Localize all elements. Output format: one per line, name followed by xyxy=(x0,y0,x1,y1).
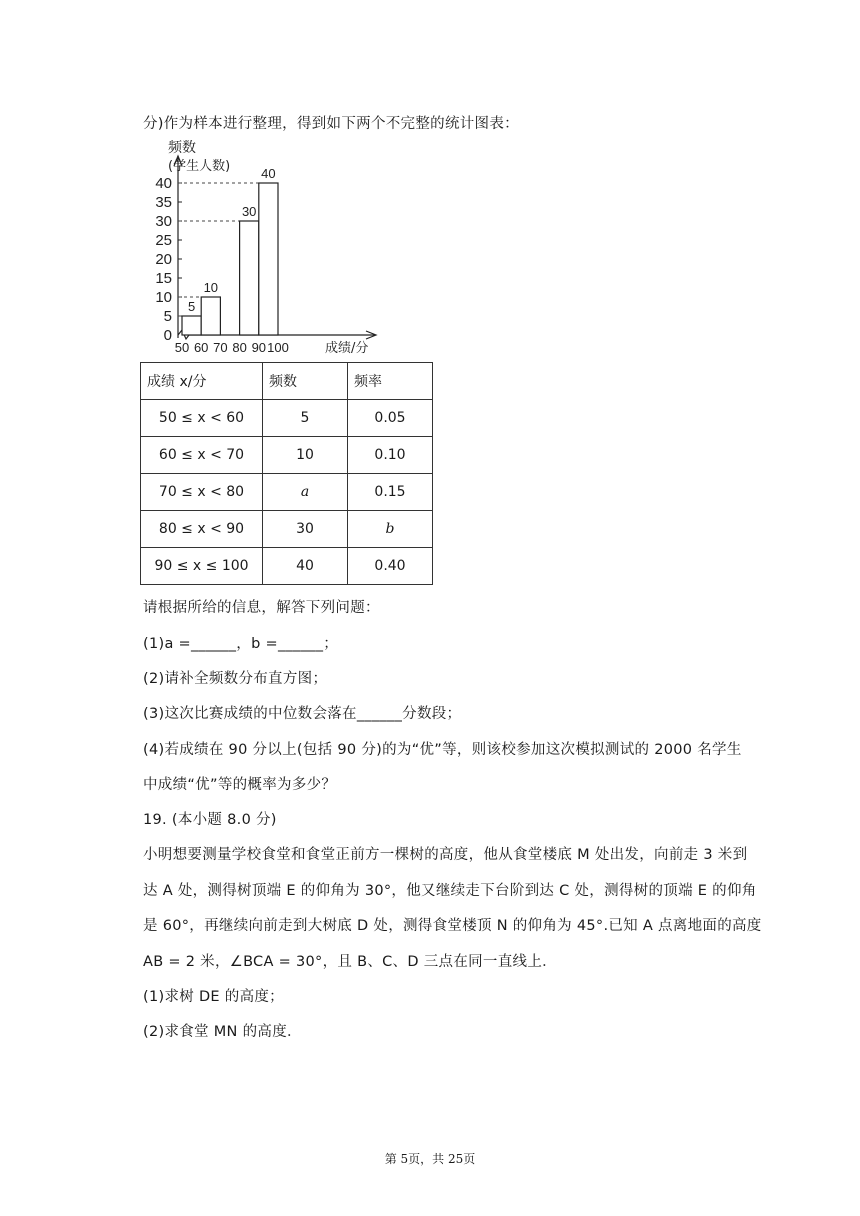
y-tick-label: 20 xyxy=(155,251,172,268)
y-tick-label: 35 xyxy=(155,194,172,211)
bar xyxy=(182,316,201,335)
problem-19-question-1: (1)求树 DE 的高度； xyxy=(143,989,284,1005)
table-cell: a xyxy=(263,474,348,511)
table-header-cell: 频率 xyxy=(348,363,433,400)
table-cell: 0.40 xyxy=(348,548,433,585)
x-tick-label: 100 xyxy=(267,340,289,355)
frequency-table xyxy=(140,362,433,585)
table-cell: 0.05 xyxy=(348,400,433,437)
table-cell: 90 ≤ x ≤ 100 xyxy=(141,548,263,585)
table-cell: 70 ≤ x < 80 xyxy=(141,474,263,511)
bar xyxy=(240,221,259,335)
bar-value-label: 40 xyxy=(261,166,276,181)
table-header-row xyxy=(141,363,433,400)
table-row xyxy=(141,548,433,585)
table-cell: 0.15 xyxy=(348,474,433,511)
bar-value-label: 30 xyxy=(241,204,257,219)
problem-19-question-2: (2)求食堂 MN 的高度． xyxy=(143,1024,302,1040)
question-2: (2)请补全频数分布直方图； xyxy=(143,671,328,687)
y-tick-label: 15 xyxy=(155,270,172,287)
x-tick-label: 50 xyxy=(174,340,190,355)
problem-19-text-3: 是 60°，再继续向前走到大树底 D 处，测得食堂楼顶 N 的仰角为 45°.已知 A 点离地面的高度 xyxy=(143,918,762,934)
y-axis-title: 频数 xyxy=(168,140,196,156)
x-tick-label: 60 xyxy=(193,340,209,355)
table-row xyxy=(141,437,433,474)
bar-value-label: 5 xyxy=(187,299,196,314)
table-cell: 0.10 xyxy=(348,437,433,474)
table-row xyxy=(141,511,433,548)
table-cell: 30 xyxy=(263,511,348,548)
frequency-histogram xyxy=(140,140,390,360)
bar xyxy=(201,297,220,335)
table-cell: 5 xyxy=(263,400,348,437)
problem-19-text-1: 小明想要测量学校食堂和食堂正前方一棵树的高度，他从食堂楼底 M 处出发，向前走 3 米到 xyxy=(143,847,748,863)
problem-19-heading: 19. (本小题 8.0 分) xyxy=(143,812,277,828)
problem-19-text-2: 达 A 处，测得树顶端 E 的仰角为 30°，他又继续走下台阶到达 C 处，测得树的顶端 E 的仰角 xyxy=(143,883,757,899)
table-cell: 10 xyxy=(263,437,348,474)
table-cell: 60 ≤ x < 70 xyxy=(141,437,263,474)
y-axis-subtitle: (学生人数) xyxy=(168,159,231,174)
x-tick-label: 70 xyxy=(213,340,228,355)
intro-text: 分)作为样本进行整理，得到如下两个不完整的统计图表： xyxy=(143,116,519,132)
bar xyxy=(259,183,278,335)
x-tick-label: 90 xyxy=(251,340,267,355)
question-1: (1)a =______，b =______； xyxy=(143,636,339,652)
table-row xyxy=(141,474,433,511)
y-tick-label: 25 xyxy=(155,232,172,249)
y-tick-label: 40 xyxy=(155,175,172,192)
x-tick-label: 80 xyxy=(232,340,247,355)
problem-19-text-4: AB = 2 米，∠BCA = 30°，且 B、C、D 三点在同一直线上． xyxy=(143,954,557,970)
table-cell: 80 ≤ x < 90 xyxy=(141,511,263,548)
y-tick-label: 0 xyxy=(163,327,172,344)
table-cell: 40 xyxy=(263,548,348,585)
y-tick-label: 5 xyxy=(163,308,172,325)
x-axis-title: 成绩/分 xyxy=(325,341,369,356)
table-row xyxy=(141,400,433,437)
table-cell: b xyxy=(348,511,433,548)
question-4-line-1: (4)若成绩在 90 分以上(包括 90 分)的为“优”等，则该校参加这次模拟测试的 2000 名学生 xyxy=(143,742,742,758)
table-cell: 50 ≤ x < 60 xyxy=(141,400,263,437)
question-prompt: 请根据所给的信息，解答下列问题： xyxy=(143,600,380,616)
question-4-line-2: 中成绩“优”等的概率为多少？ xyxy=(143,777,337,793)
page-footer: 第 5页，共 25页 xyxy=(384,1152,476,1166)
table-header-cell: 成绩 x/分 xyxy=(141,363,263,400)
y-tick-label: 30 xyxy=(155,213,172,230)
question-3: (3)这次比赛成绩的中位数会落在______分数段； xyxy=(143,706,462,722)
bar-value-label: 10 xyxy=(203,280,219,295)
y-tick-label: 10 xyxy=(155,289,172,306)
chart-bars xyxy=(182,183,278,335)
table-header-cell: 频数 xyxy=(263,363,348,400)
